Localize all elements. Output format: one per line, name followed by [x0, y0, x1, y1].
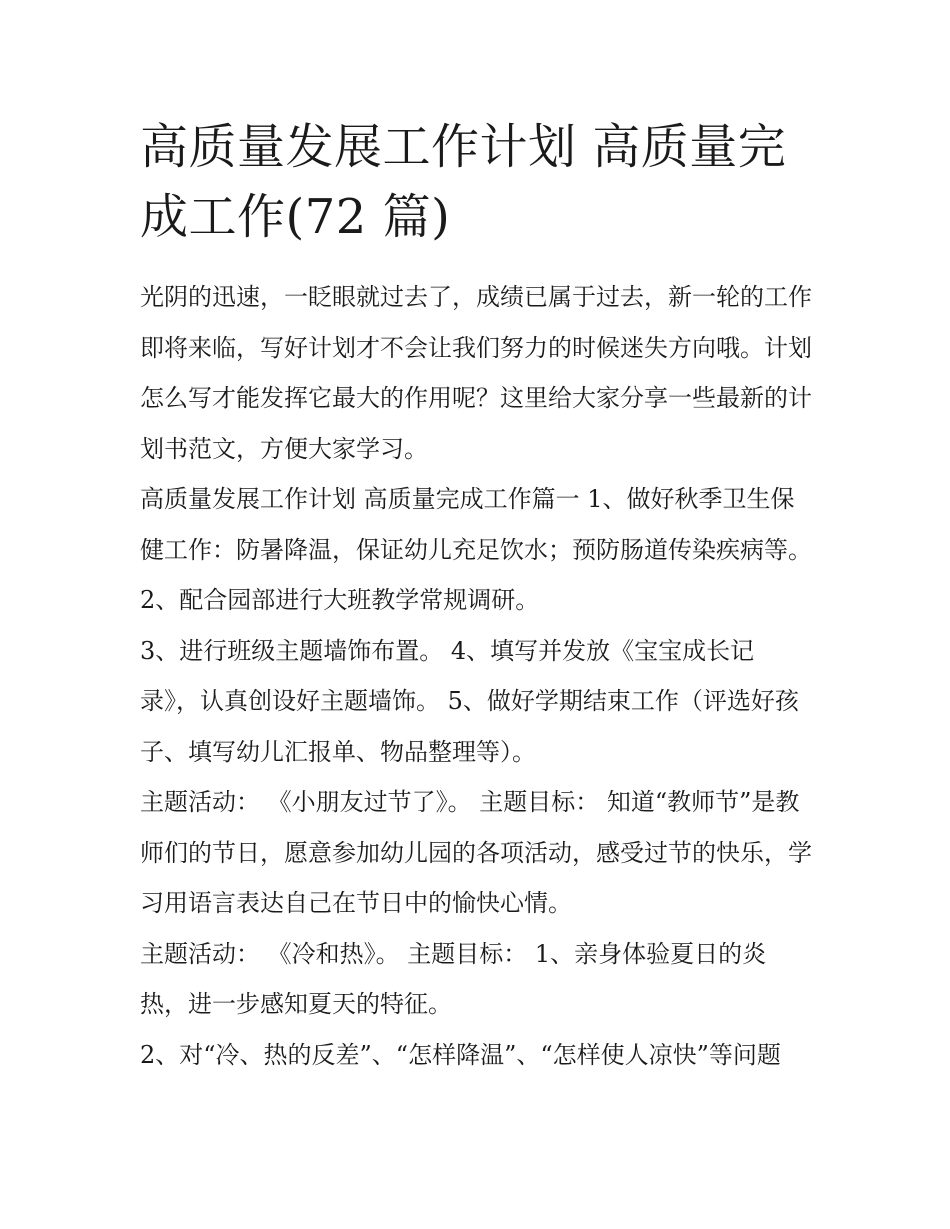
paragraph-6: 2、对“冷、热的反差”、“怎样降温”、“怎样使人凉快”等问题 — [140, 1040, 781, 1069]
document-title: 高质量发展工作计划 高质量完成工作(72 篇) — [140, 119, 787, 245]
document-page — [140, 112, 812, 1080]
paragraph-2: 高质量发展工作计划 高质量完成工作篇一 1、做好秋季卫生保健工作：防暑降温，保证幼儿充足饮水；预防肠道传染疾病等。 2、配合园部进行大班教学常规调研。 — [140, 485, 812, 614]
paragraph-5: 主题活动： 《冷和热》。 主题目标： 1、亲身体验夏日的炎热，进一步感知夏天的特征。 — [140, 939, 767, 1018]
paragraph-1: 光阴的迅速，一眨眼就过去了，成绩已属于过去，新一轮的工作即将来临，写好计划才不会让我们努力的时候迷失方向哦。计划怎么写才能发挥它最大的作用呢？这里给大家分享一些最新的计划书范文，方便大家学习。 — [140, 283, 812, 463]
paragraph-4: 主题活动： 《小朋友过节了》。 主题目标： 知道“教师节”是教师们的节日，愿意参加幼儿园的各项活动，感受过节的快乐，学习用语言表达自己在节日中的愉快心情。 — [140, 788, 812, 917]
paragraph-3: 3、进行班级主题墙饰布置。 4、填写并发放《宝宝成长记录》，认真创设好主题墙饰。 5、做好学期结束工作（评选好孩子、填写幼儿汇报单、物品整理等）。 — [140, 636, 799, 766]
